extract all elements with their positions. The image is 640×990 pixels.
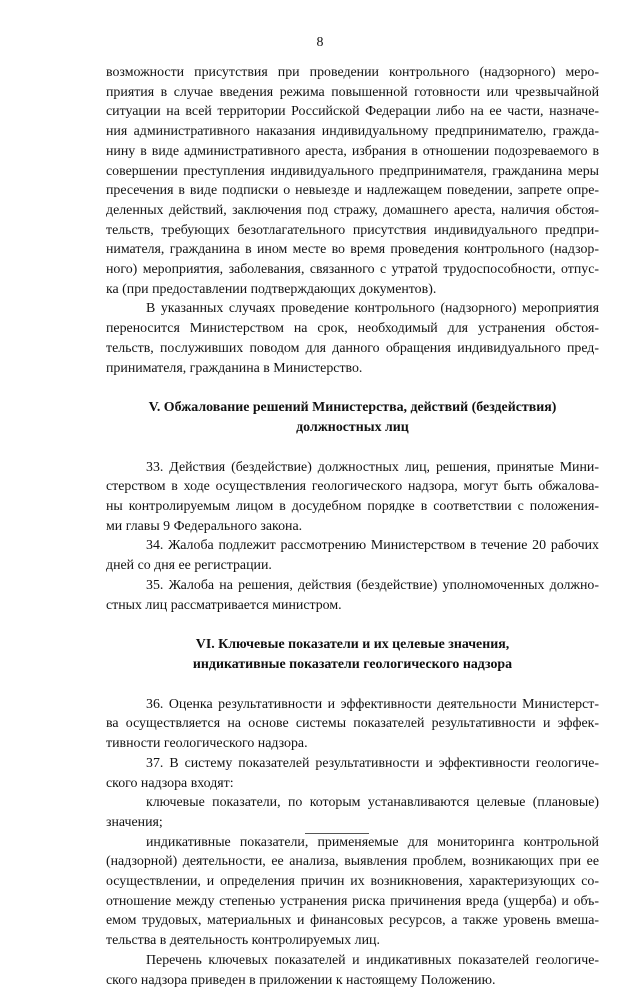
paragraph-line: ного) мероприятия, заболевания, связанного с утратой трудоспособности, отпус- [106, 262, 599, 278]
paragraph-line: переносится Министерством на срок, необходимый для устранения обстоя- [106, 321, 599, 337]
paragraph-line: ка (при предоставлении подтверждающих документов). [106, 281, 437, 297]
paragraph-line: 34. Жалоба подлежит рассмотрению Министерством в течение 20 рабочих [146, 538, 599, 554]
paragraph-line: ва осуществляется на основе системы показателей результативности и эффек- [106, 716, 599, 732]
paragraph-line: 35. Жалоба на решения, действия (бездействие) уполномоченных должно- [146, 577, 599, 593]
paragraph-line: 33. Действия (бездействие) должностных лиц, решения, принятые Мини- [146, 459, 599, 475]
paragraph-line: отношение между степенью устранения риска причинения вреда (ущерба) и объ- [106, 893, 599, 909]
paragraph-line: ния административного наказания индивидуальному предпринимателю, гражда- [106, 124, 599, 140]
page-number: 8 [316, 35, 324, 50]
paragraph-line: 36. Оценка результативности и эффективности деятельности Министерст- [146, 696, 599, 712]
paragraph-line: В указанных случаях проведение контрольного (надзорного) мероприятия [146, 301, 599, 317]
paragraph-line: значения; [106, 814, 163, 830]
section-6-heading [106, 635, 599, 674]
section-6-heading-line: VI. Ключевые показатели и их целевые значения, [195, 637, 510, 653]
paragraph-line: стерством в ходе осуществления геологического надзора, могут быть обжалова- [106, 479, 599, 495]
paragraph-line: тельств, послуживших поводом для данного обращения индивидуального пред- [106, 340, 599, 356]
section-5-heading-line: V. Обжалование решений Министерства, действий (бездействия) [148, 400, 557, 416]
paragraph-line: емом трудовых, материальных и финансовых ресурсов, а также уровень вмеша- [106, 913, 599, 929]
paragraph-line: осуществлении, и определения причин их возникновения, характеризующих со- [106, 874, 599, 890]
paragraph-line: ми главы 9 Федерального закона. [106, 518, 303, 534]
section-6-paragraphs [106, 695, 599, 990]
section-5-heading [106, 398, 599, 437]
intro-paragraphs [106, 63, 599, 378]
paragraph-line: стных лиц рассматривается министром. [106, 597, 342, 613]
paragraph-line: пресечения в виде подписки о невыезде и надлежащем поведении, запрете опре- [106, 183, 599, 199]
paragraph-line: ключевые показатели, по которым устанавливаются целевые (плановые) [146, 795, 599, 811]
section-6-heading-line: индикативные показатели геологического надзора [192, 656, 513, 672]
paragraph-line: ского надзора входят: [106, 775, 234, 791]
paragraph-line: совершении преступления индивидуального предпринимателя, гражданина меры [106, 163, 599, 179]
paragraph-line: индикативные показатели, применяемые для мониторинга контрольной [146, 834, 599, 850]
section-5-paragraphs [106, 458, 599, 616]
paragraph-line: (надзорной) деятельности, ее анализа, выявления проблем, возникающих при ее [106, 854, 599, 870]
paragraph-line: 37. В систему показателей результативности и эффективности геологиче- [146, 755, 599, 771]
paragraph-line: ситуации на всей территории Российской Федерации либо на ее части, назначе- [106, 104, 599, 120]
paragraph-line: нимателя, гражданина в ином месте во время проведения контрольного (надзор- [106, 242, 599, 258]
paragraph-line: деленных действий, заключения под стражу, домашнего ареста, наличия обстоя- [106, 202, 599, 218]
paragraph-line: нину в виде административного ареста, избрания в отношении подозреваемого в [106, 143, 599, 159]
paragraph-line: приятия в случае введения режима повышенной готовности или чрезвычайной [106, 84, 599, 100]
section-5-heading-line: должностных лиц [296, 419, 409, 435]
paragraph-line: ского надзора приведен в приложении к настоящему Положению. [106, 972, 496, 988]
paragraph-line: принимателя, гражданина в Министерство. [106, 360, 363, 376]
paragraph-line: возможности присутствия при проведении контрольного (надзорного) меро- [106, 65, 599, 80]
paragraph-line: тельств, требующих безотлагательного присутствия индивидуального предпри- [106, 222, 599, 238]
paragraph-line: дней со дня ее регистрации. [106, 558, 272, 574]
paragraph-line: тивности геологического надзора. [106, 736, 308, 752]
paragraph-line: ны контролируемым лицом в досудебном порядке в соответствии с положения- [106, 499, 599, 515]
document-body [106, 63, 599, 990]
end-divider [305, 833, 369, 834]
paragraph-line: тельства в деятельность контролируемых лиц. [106, 933, 380, 949]
paragraph-line: Перечень ключевых показателей и индикативных показателей геологиче- [146, 952, 599, 968]
